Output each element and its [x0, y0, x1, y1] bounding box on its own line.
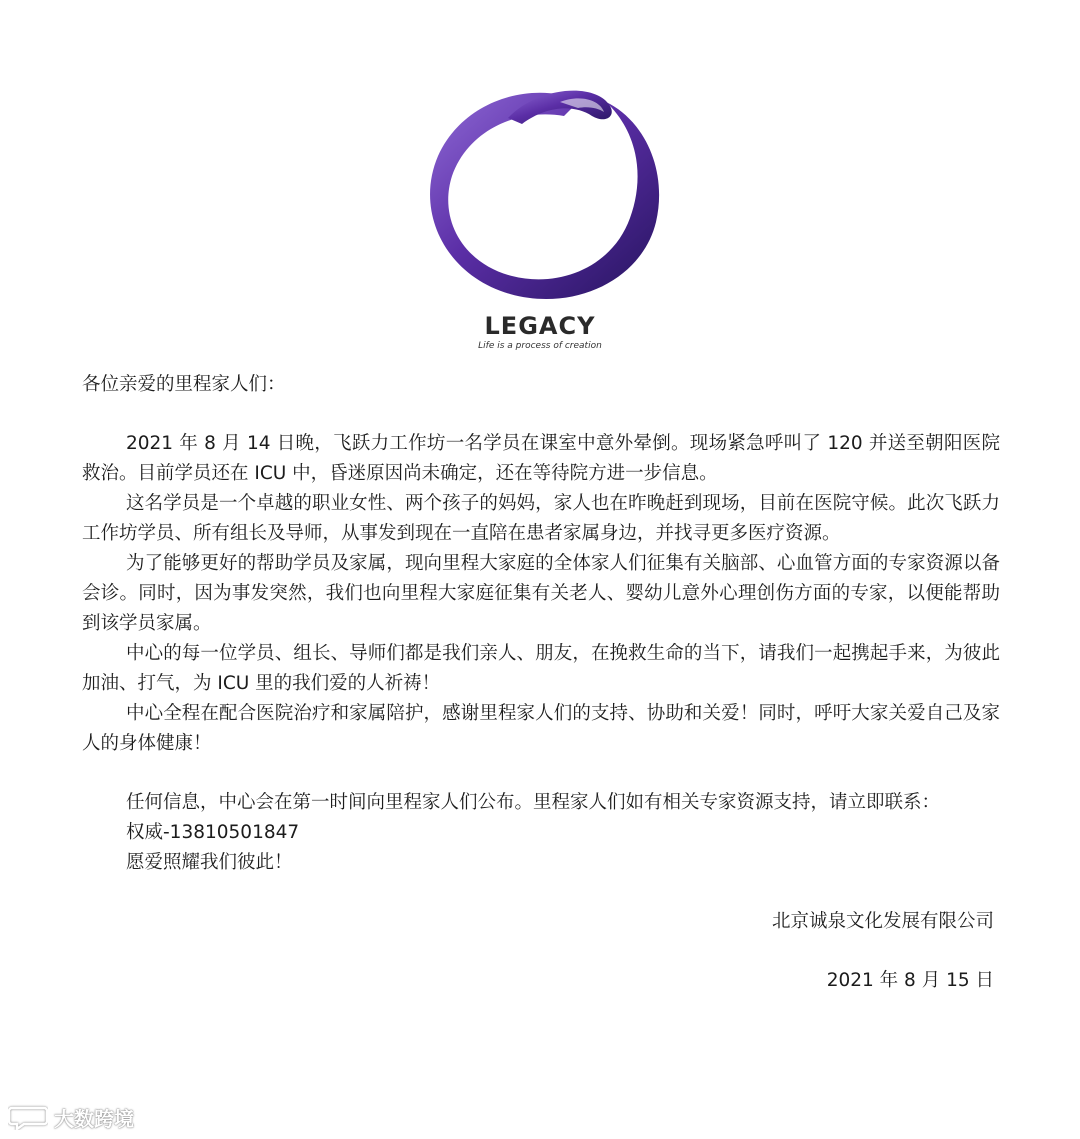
letter-paragraph-3: 为了能够更好的帮助学员及家属，现向里程大家庭的全体家人们征集有关脑部、心血管方面的专家资源以备会诊。同时，因为事发突然，我们也向里程大家庭征集有关老人、婴幼儿意外心理创伤方面的专家，以便能帮助到该学员家属。 [82, 553, 1000, 634]
legacy-logo [410, 72, 680, 312]
letter-paragraph-2: 这名学员是一个卓越的职业女性、两个孩子的妈妈，家人也在昨晚赶到现场，目前在医院守候。此次飞跃力工作坊学员、所有组长及导师，从事发到现在一直陪在患者家属身边，并找寻更多医疗资源。 [82, 493, 1000, 544]
brand-tagline: Life is a process of creation [478, 341, 602, 351]
letter-paragraph-5: 中心全程在配合医院治疗和家属陪护，感谢里程家人们的支持、协助和关爱！同时，呼吁大家关爱自己及家人的身体健康！ [82, 703, 1000, 754]
contact-phone: 权威-13810501847 [126, 822, 300, 843]
company-name: 北京诚泉文化发展有限公司 [771, 911, 994, 932]
letter-body [82, 370, 1000, 996]
letter-greeting: 各位亲爱的里程家人们： [82, 374, 286, 395]
swirl-icon [410, 72, 680, 312]
closing-line: 愿爱照耀我们彼此！ [126, 852, 293, 873]
letter-date: 2021 年 8 月 15 日 [826, 970, 994, 991]
contact-paragraph: 任何信息，中心会在第一时间向里程家人们公布。里程家人们如有相关专家资源支持，请立即联系： [126, 792, 941, 813]
brand-name: LEGACY [484, 312, 596, 340]
chat-bubble-logo-icon [8, 1104, 48, 1130]
watermark [8, 1100, 134, 1134]
letter-paragraph-4: 中心的每一位学员、组长、导师们都是我们亲人、朋友，在挽救生命的当下，请我们一起携起手来，为彼此加油、打气，为 ICU 里的我们爱的人祈祷！ [82, 643, 1000, 694]
watermark-text: 大数跨境 [54, 1106, 134, 1131]
letter-paragraph-1: 2021 年 8 月 14 日晚，飞跃力工作坊一名学员在课室中意外晕倒。现场紧急呼叫了 120 并送至朝阳医院救治。目前学员还在 ICU 中，昏迷原因尚未确定，还在等待院方进一步信息。 [82, 433, 1000, 484]
